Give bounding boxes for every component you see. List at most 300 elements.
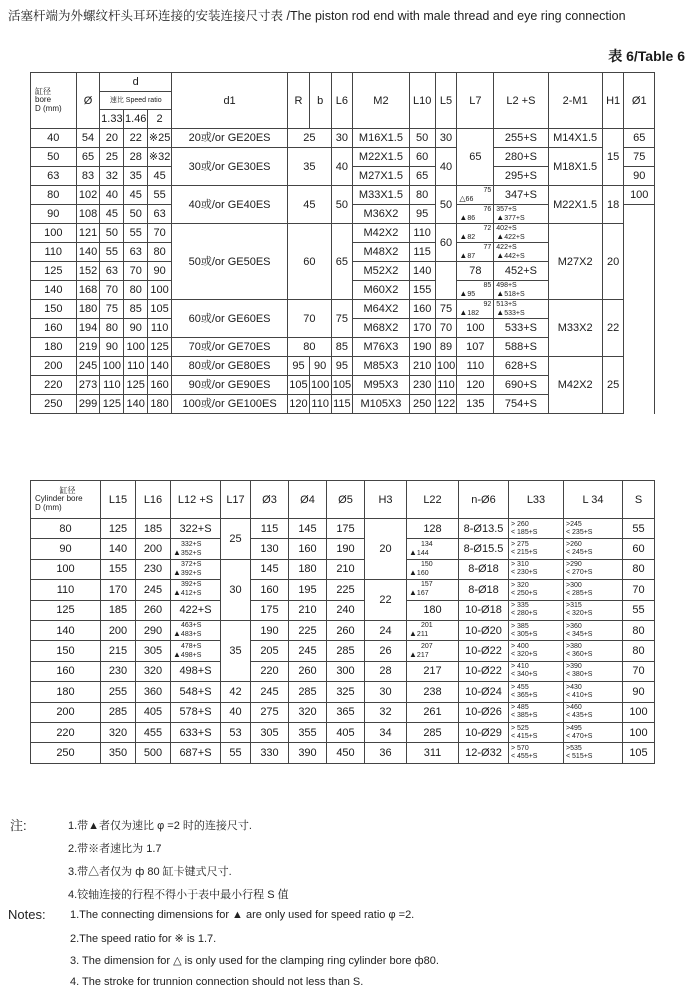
table-cell: 40或/or GE40ES	[172, 186, 288, 224]
table-cell: 125	[100, 395, 124, 414]
table-cell: 10-Ø24	[459, 682, 509, 702]
table-cell: 70	[100, 281, 124, 300]
table-cell: 160	[289, 539, 327, 559]
table-cell: 628+S	[494, 357, 548, 376]
table-cell: 80	[623, 559, 655, 579]
table-cell: 35	[221, 620, 251, 681]
table-cell: 65	[331, 224, 353, 300]
table-cell: 60	[288, 224, 331, 300]
table-cell: 152	[76, 262, 100, 281]
table-cell: 50	[100, 224, 124, 243]
table-cell: 180	[31, 338, 77, 357]
table-cell: 10-Ø22	[459, 661, 509, 681]
table-cell: 687+S	[171, 743, 221, 763]
table-cell: 90	[148, 262, 172, 281]
table-cell: 100	[435, 357, 457, 376]
table-cell: 498+S ▲518+S	[494, 281, 548, 300]
table-cell: 85	[331, 338, 353, 357]
table-cell: 110	[435, 376, 457, 395]
table-cell: 250	[409, 395, 435, 414]
header-bore: 缸径 Cylinder bore D (mm)	[31, 481, 101, 519]
table-cell: 110	[148, 319, 172, 338]
header-col: Ø4	[289, 481, 327, 519]
table-cell: 160	[251, 580, 289, 600]
table-cell: 75	[331, 300, 353, 338]
table-cell: 200	[31, 702, 101, 722]
table-cell: 250	[31, 395, 77, 414]
table-cell: 219	[76, 338, 100, 357]
table-cell: 40	[331, 148, 353, 186]
table-cell: 63	[31, 167, 77, 186]
table-cell: 498+S	[171, 661, 221, 681]
table-cell: 100	[148, 281, 172, 300]
table-cell: 110	[100, 376, 124, 395]
table-cell: M85X3	[353, 357, 409, 376]
table-cell: 115	[331, 395, 353, 414]
table-cell: 513+S ▲533+S	[494, 300, 548, 319]
note-cn: 1.带▲者仅为速比 φ =2 时的连接尺寸.	[68, 820, 252, 832]
table-cell: 36	[365, 743, 407, 763]
table-cell: 80	[409, 186, 435, 205]
note-en: 3. The dimension for △ is only used for the clamping ring cylinder bore ф80.	[70, 955, 439, 967]
table-cell: 55	[100, 243, 124, 262]
table-cell: 80	[31, 519, 101, 539]
table-cell: 194	[76, 319, 100, 338]
table-cell: 8-Ø13.5	[459, 519, 509, 539]
table-cell: 305	[251, 722, 289, 742]
table-cell: 25	[288, 129, 331, 148]
note-en: 1.The connecting dimensions for ▲ are only used for speed ratio φ =2.	[70, 909, 415, 921]
table-row	[31, 743, 655, 763]
table-cell: 230	[101, 661, 136, 681]
table-cell: 140	[76, 243, 100, 262]
table-cell: >300 < 285+S	[564, 580, 623, 600]
table-cell: 190	[409, 338, 435, 357]
table-cell: 325	[327, 682, 365, 702]
table-cell: 54	[76, 129, 100, 148]
table-cell: 190	[251, 620, 289, 640]
table-cell: 250	[31, 743, 101, 763]
table-row	[31, 559, 655, 579]
table-cell: 105	[623, 743, 655, 763]
table-cell: 80	[124, 281, 148, 300]
header-col: Ø1	[624, 73, 655, 129]
header-col: L22	[407, 481, 459, 519]
header-col: L17	[221, 481, 251, 519]
table-cell: 260	[136, 600, 171, 620]
table-cell: > 385 < 305+S	[509, 620, 564, 640]
table-cell: M18X1.5	[548, 148, 602, 186]
table-cell: 500	[136, 743, 171, 763]
header-col: b	[309, 73, 331, 129]
table-cell: 402+S ▲422+S	[494, 224, 548, 243]
header-col: d1	[172, 73, 288, 129]
table-cell: > 485 < 385+S	[509, 702, 564, 722]
table-cell: 10-Ø20	[459, 620, 509, 640]
table-cell: 205	[251, 641, 289, 661]
table-row	[31, 620, 655, 640]
table-cell: 121	[76, 224, 100, 243]
table-cell: 633+S	[171, 722, 221, 742]
table-cell: 80	[623, 641, 655, 661]
table-cell: 50	[409, 129, 435, 148]
table-cell: 215	[101, 641, 136, 661]
table-cell: 75 △66	[457, 186, 494, 205]
table-cell: 45	[148, 167, 172, 186]
table-cell: 245	[289, 641, 327, 661]
table-cell: 160	[148, 376, 172, 395]
table-cell: 280+S	[494, 148, 548, 167]
table-cell: M33X2	[548, 300, 602, 357]
table-row	[31, 357, 655, 376]
table-row	[31, 580, 655, 600]
table-cell: M16X1.5	[353, 129, 409, 148]
table-cell: 24	[365, 620, 407, 640]
table-cell: 100	[31, 559, 101, 579]
table-cell: 35	[288, 148, 331, 186]
table-cell: 60	[409, 148, 435, 167]
table-cell: 238	[407, 682, 459, 702]
table-cell: 217	[407, 661, 459, 681]
table-cell: 75	[435, 300, 457, 319]
table-cell: 65	[409, 167, 435, 186]
table-cell: 42	[221, 682, 251, 702]
table-cell: 170	[409, 319, 435, 338]
table-row	[31, 224, 655, 243]
table-cell: 40	[221, 702, 251, 722]
table-cell: 365	[327, 702, 365, 722]
table-cell: 225	[327, 580, 365, 600]
table-cell: 322+S	[171, 519, 221, 539]
table-cell: 95	[409, 205, 435, 224]
table-cell: 105	[331, 376, 353, 395]
note-cn: 4.铰轴连接的行程不得小于表中最小行程 S 值	[68, 889, 289, 901]
table-cell: 90	[624, 167, 655, 186]
table-row	[31, 539, 655, 559]
table-cell: 168	[76, 281, 100, 300]
table-cell: 690+S	[494, 376, 548, 395]
table-cell: 80	[31, 186, 77, 205]
table-cell: 273	[76, 376, 100, 395]
header-bore: 缸径 bore D (mm)	[31, 73, 77, 129]
table-cell: 50	[124, 205, 148, 224]
table-cell: 392+S ▲412+S	[171, 580, 221, 600]
table-cell: 207 ▲217	[407, 641, 459, 661]
table-cell: 295+S	[494, 167, 548, 186]
table-cell: 290	[136, 620, 171, 640]
table-cell: 255+S	[494, 129, 548, 148]
table-cell: 22	[602, 300, 624, 357]
table-row	[31, 641, 655, 661]
table-cell: M22X1.5	[353, 148, 409, 167]
table-cell: M76X3	[353, 338, 409, 357]
table-cell: 10-Ø22	[459, 641, 509, 661]
table-cell: 372+S ▲392+S	[171, 559, 221, 579]
table-cell: 70	[124, 262, 148, 281]
table-cell: 20	[602, 224, 624, 300]
table-cell: >380 < 360+S	[564, 641, 623, 661]
table-cell: 330	[251, 743, 289, 763]
table-cell: 355	[289, 722, 327, 742]
table-cell: 185	[136, 519, 171, 539]
header-col: 2-M1	[548, 73, 602, 129]
table-cell: 30	[331, 129, 353, 148]
header-col: L15	[101, 481, 136, 519]
table-cell: 75	[624, 148, 655, 167]
table-row	[31, 661, 655, 681]
table-cell: > 410 < 340+S	[509, 661, 564, 681]
table-cell: 102	[76, 186, 100, 205]
table-cell: 15	[602, 129, 624, 186]
table-cell: 285	[101, 702, 136, 722]
table-cell: 255	[101, 682, 136, 702]
table-cell: 180	[148, 395, 172, 414]
table-cell: 55	[623, 600, 655, 620]
table-cell: M33X1.5	[353, 186, 409, 205]
table-cell: 107	[457, 338, 494, 357]
table-cell: 245	[136, 580, 171, 600]
table-cell: 63	[124, 243, 148, 262]
table-row	[31, 722, 655, 742]
table-cell: 22	[365, 580, 407, 621]
table-cell: M60X2	[353, 281, 409, 300]
table-cell: 80	[100, 319, 124, 338]
table-cell: 160	[31, 661, 101, 681]
table-cell: M52X2	[353, 262, 409, 281]
notes-label-cn: 注:	[10, 818, 27, 833]
table-cell: 180	[76, 300, 100, 319]
table-cell: M64X2	[353, 300, 409, 319]
table-cell: 332+S ▲352+S	[171, 539, 221, 559]
table-cell: 180	[289, 559, 327, 579]
table-cell: 80或/or GE80ES	[172, 357, 288, 376]
table-cell: 185	[101, 600, 136, 620]
table-cell: 285	[327, 641, 365, 661]
table-cell: 140	[124, 395, 148, 414]
table-cell: > 335 < 280+S	[509, 600, 564, 620]
header-col: L6	[331, 73, 353, 129]
table-row	[31, 600, 655, 620]
table-cell: 210	[327, 559, 365, 579]
note-en: 4. The stroke for trunnion connection should not less than S.	[70, 976, 364, 988]
table-cell: 180	[31, 682, 101, 702]
table-cell: 90	[100, 338, 124, 357]
table-cell: 92 ▲182	[457, 300, 494, 319]
note-cn: 3.带△者仅为 ф 80 缸卡键式尺寸.	[68, 866, 232, 878]
table-label: 表 6/Table 6	[608, 48, 685, 64]
note-en: 2.The speed ratio for ※ is 1.7.	[70, 933, 217, 945]
table-cell: 45	[100, 205, 124, 224]
table-cell: 180	[407, 600, 459, 620]
header-col: L16	[136, 481, 171, 519]
table-cell: 8-Ø18	[459, 580, 509, 600]
table-cell: 150	[31, 300, 77, 319]
header-col: L12 +S	[171, 481, 221, 519]
table-cell: > 455 < 365+S	[509, 682, 564, 702]
table-cell: 422+S	[171, 600, 221, 620]
table-cell: 210	[289, 600, 327, 620]
table-cell: 357+S ▲377+S	[494, 205, 548, 224]
table-cell: 30	[435, 129, 457, 148]
table-cell: 105	[288, 376, 310, 395]
table-cell: 90	[31, 205, 77, 224]
table-cell: 110	[124, 357, 148, 376]
table-cell: 70	[288, 300, 331, 338]
table-row	[31, 186, 655, 205]
table-cell: 533+S	[494, 319, 548, 338]
header-col: L 34	[564, 481, 623, 519]
table-cell: 305	[136, 641, 171, 661]
table-cell: 55	[221, 743, 251, 763]
table-cell: 12-Ø32	[459, 743, 509, 763]
table-cell: 115	[251, 519, 289, 539]
table-cell: M27X1.5	[353, 167, 409, 186]
table-cell: 28	[365, 661, 407, 681]
table-cell: 140	[31, 620, 101, 640]
table-cell: 40	[100, 186, 124, 205]
table-cell: 285	[289, 682, 327, 702]
table-cell: 240	[327, 600, 365, 620]
table-cell: 28	[124, 148, 148, 167]
table-cell: 134 ▲144	[407, 539, 459, 559]
table-row	[31, 300, 655, 319]
table-cell: 578+S	[171, 702, 221, 722]
table-cell: 754+S	[494, 395, 548, 414]
table-cell: 128	[407, 519, 459, 539]
table-cell: 78	[457, 262, 494, 281]
table-cell: 422+S ▲442+S	[494, 243, 548, 262]
table-cell: ※25	[148, 129, 172, 148]
table-cell: M95X3	[353, 376, 409, 395]
header-col: L2 +S	[494, 73, 548, 129]
table-cell: 140	[101, 539, 136, 559]
table-cell: >495 < 470+S	[564, 722, 623, 742]
table-cell: M14X1.5	[548, 129, 602, 148]
table-cell: 50或/or GE50ES	[172, 224, 288, 300]
table-cell: 63	[148, 205, 172, 224]
table-cell: 160	[31, 319, 77, 338]
table-cell: >245 < 235+S	[564, 519, 623, 539]
table-cell: 90或/or GE90ES	[172, 376, 288, 395]
table-cell: 77 ▲87	[457, 243, 494, 262]
table-cell: 320	[101, 722, 136, 742]
table-cell: 195	[289, 580, 327, 600]
header-col: H3	[365, 481, 407, 519]
header-ratio: 2	[148, 110, 172, 129]
table-cell: 63	[100, 262, 124, 281]
notes-label-en: Notes:	[8, 907, 46, 922]
table-row	[31, 702, 655, 722]
table-cell: 100	[623, 722, 655, 742]
table-cell: 65	[76, 148, 100, 167]
table-cell: 125	[31, 600, 101, 620]
table-cell: 45	[288, 186, 331, 224]
table-cell: 70	[148, 224, 172, 243]
dimension-table-2	[30, 480, 655, 764]
table-cell: 35	[124, 167, 148, 186]
table-cell: 50	[435, 186, 457, 224]
table-cell: >430 < 410+S	[564, 682, 623, 702]
table-cell: 405	[327, 722, 365, 742]
table-cell: 210	[409, 357, 435, 376]
table-cell: 10-Ø18	[459, 600, 509, 620]
table-cell: 60	[435, 224, 457, 262]
table-cell: 90	[309, 357, 331, 376]
table-cell: 76 ▲86	[457, 205, 494, 224]
table-cell: 100	[309, 376, 331, 395]
table-cell	[435, 262, 457, 300]
table-cell: M27X2	[548, 224, 602, 300]
table-cell: 55	[623, 519, 655, 539]
note-cn: 2.带※者速比为 1.7	[68, 843, 162, 855]
table-cell: > 400 < 320+S	[509, 641, 564, 661]
table-cell: 83	[76, 167, 100, 186]
table-cell: 25	[602, 357, 624, 414]
header-col: H1	[602, 73, 624, 129]
header-col: L10	[409, 73, 435, 129]
table-cell: 125	[31, 262, 77, 281]
table-cell: 72 ▲82	[457, 224, 494, 243]
table-cell: 105	[148, 300, 172, 319]
table-cell: 25	[221, 519, 251, 560]
table-cell: 350	[101, 743, 136, 763]
table-cell: >260 < 245+S	[564, 539, 623, 559]
table-row	[31, 519, 655, 539]
table-cell: 20	[365, 519, 407, 580]
table-cell: 463+S ▲483+S	[171, 620, 221, 640]
header-ratio: 1.46	[124, 110, 148, 129]
table-cell: 60或/or GE60ES	[172, 300, 288, 338]
table-cell: 347+S	[494, 186, 548, 205]
table-cell: 85 ▲95	[457, 281, 494, 300]
table-cell: 100	[124, 338, 148, 357]
table-cell: 200	[136, 539, 171, 559]
table-cell: 20或/or GE20ES	[172, 129, 288, 148]
table-cell: 45	[124, 186, 148, 205]
table-cell: 108	[76, 205, 100, 224]
table-cell: 32	[100, 167, 124, 186]
table-cell	[624, 205, 655, 414]
table-cell: 140	[31, 281, 77, 300]
table-cell: > 525 < 415+S	[509, 722, 564, 742]
table-cell: > 320 < 250+S	[509, 580, 564, 600]
table-cell: 70	[623, 580, 655, 600]
table-cell: > 260 < 185+S	[509, 519, 564, 539]
table-cell: 155	[101, 559, 136, 579]
header-col: M2	[353, 73, 409, 129]
table-cell: 360	[136, 682, 171, 702]
table-cell: 80	[148, 243, 172, 262]
table-cell: 70或/or GE70ES	[172, 338, 288, 357]
table-cell: 260	[289, 661, 327, 681]
header-col: S	[623, 481, 655, 519]
table-cell: 20	[100, 129, 124, 148]
table-cell: 90	[31, 539, 101, 559]
table-cell: 100	[31, 224, 77, 243]
table-row	[31, 682, 655, 702]
table-cell: 55	[124, 224, 148, 243]
table-cell: 245	[251, 682, 289, 702]
table-cell: 110	[31, 580, 101, 600]
table-cell: 60	[623, 539, 655, 559]
table-cell: 100	[623, 702, 655, 722]
table-cell: 120	[457, 376, 494, 395]
table-cell: 135	[457, 395, 494, 414]
table-cell: 170	[101, 580, 136, 600]
table-cell: 25	[100, 148, 124, 167]
table-cell: 230	[136, 559, 171, 579]
table-cell: 405	[136, 702, 171, 722]
